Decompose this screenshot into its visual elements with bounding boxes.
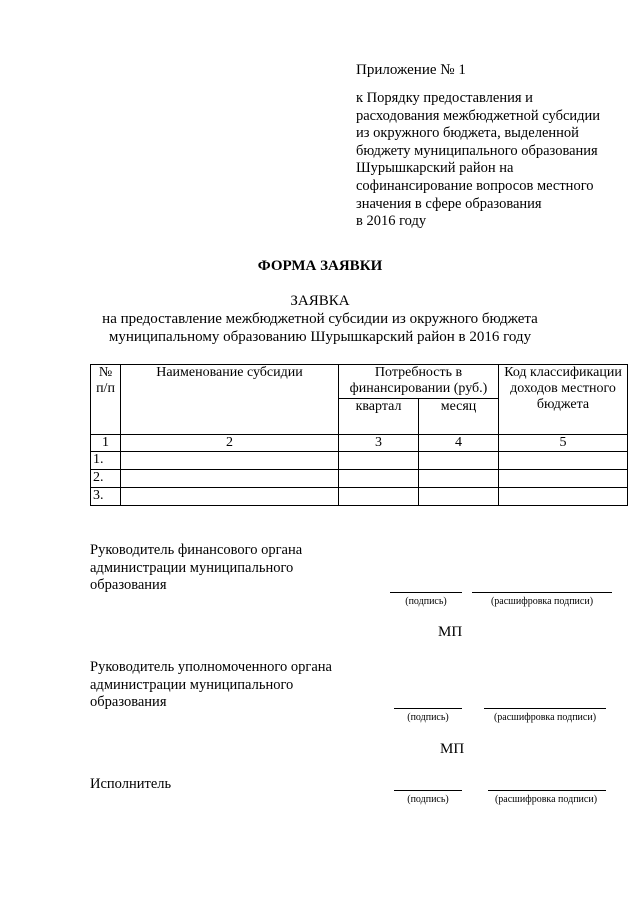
table-row xyxy=(91,488,628,506)
appendix-line: Шурышкарский район на xyxy=(356,160,514,177)
row-num: 3. xyxy=(91,488,121,506)
decode-line xyxy=(472,592,612,593)
caption-signature: (подпись) xyxy=(407,794,449,805)
signature-label-line: Руководитель уполномоченного органа xyxy=(90,659,332,675)
header-num: № п/п xyxy=(91,365,121,435)
signature-label-authorized xyxy=(90,659,332,712)
row-month xyxy=(419,488,499,506)
header-subsidy-name: Наименование субсидии xyxy=(121,365,339,435)
row-name xyxy=(121,452,339,470)
header-month: месяц xyxy=(419,399,499,435)
signature-label-line: администрации муниципального xyxy=(90,676,294,693)
signature-label-line: Исполнитель xyxy=(90,776,172,792)
signature-line xyxy=(390,592,462,593)
decode-line xyxy=(488,790,606,791)
row-quarter xyxy=(339,488,419,506)
signature-line xyxy=(394,708,462,709)
appendix-title: Приложение № 1 xyxy=(356,62,466,78)
signature-label-executor xyxy=(90,776,171,794)
row-name xyxy=(121,470,339,488)
header-funding-need: Потребность в финансировании (руб.) xyxy=(339,365,499,399)
appendix-line: значения в сфере образования xyxy=(356,195,542,212)
row-name xyxy=(121,488,339,506)
caption-signature: (подпись) xyxy=(405,596,447,607)
form-title: ФОРМА ЗАЯВКИ xyxy=(257,258,383,274)
appendix-line: бюджету муниципального образования xyxy=(356,142,598,159)
stamp-mark: МП xyxy=(438,624,463,640)
request-subtitle-line: муниципальному образованию Шурышкарский район в 2016 году xyxy=(108,329,532,345)
appendix-line: в 2016 году xyxy=(356,213,427,230)
header-classification-code: Код классификации доходов местного бюджета xyxy=(499,365,628,435)
row-code xyxy=(499,470,628,488)
row-month xyxy=(419,470,499,488)
appendix-line: софинансирование вопросов местного xyxy=(356,177,594,194)
caption-decode: (расшифровка подписи) xyxy=(490,596,594,607)
caption-signature: (подпись) xyxy=(407,712,449,723)
signature-label-line: образования xyxy=(90,577,167,593)
table-index-row xyxy=(91,435,628,452)
index-cell: 2 xyxy=(121,435,339,452)
index-cell: 3 xyxy=(339,435,419,452)
request-subtitle-line: на предоставление межбюджетной субсидии из окружного бюджета xyxy=(102,311,538,327)
row-num: 1. xyxy=(91,452,121,470)
signature-label-finance xyxy=(90,542,302,595)
appendix-line: к Порядку предоставления и xyxy=(356,90,533,106)
row-quarter xyxy=(339,452,419,470)
signature-label-line: администрации муниципального xyxy=(90,559,294,576)
row-quarter xyxy=(339,470,419,488)
request-title-block xyxy=(0,292,640,346)
request-title: ЗАЯВКА xyxy=(290,293,350,309)
signature-line xyxy=(394,790,462,791)
appendix-line: расходования межбюджетной субсидии xyxy=(356,107,601,124)
index-cell: 4 xyxy=(419,435,499,452)
appendix-description xyxy=(356,90,626,231)
stamp-mark: МП xyxy=(440,741,465,757)
index-cell: 5 xyxy=(499,435,628,452)
table-row xyxy=(91,470,628,488)
request-table xyxy=(90,364,628,506)
appendix-line: из окружного бюджета, выделенной xyxy=(356,125,579,142)
header-quarter: квартал xyxy=(339,399,419,435)
row-code xyxy=(499,488,628,506)
caption-decode: (расшифровка подписи) xyxy=(494,794,598,805)
signature-label-line: Руководитель финансового органа xyxy=(90,542,303,558)
signature-label-line: образования xyxy=(90,694,167,710)
table-row xyxy=(91,452,628,470)
index-cell: 1 xyxy=(91,435,121,452)
row-month xyxy=(419,452,499,470)
decode-line xyxy=(484,708,606,709)
caption-decode: (расшифровка подписи) xyxy=(493,712,597,723)
row-code xyxy=(499,452,628,470)
row-num: 2. xyxy=(91,470,121,488)
